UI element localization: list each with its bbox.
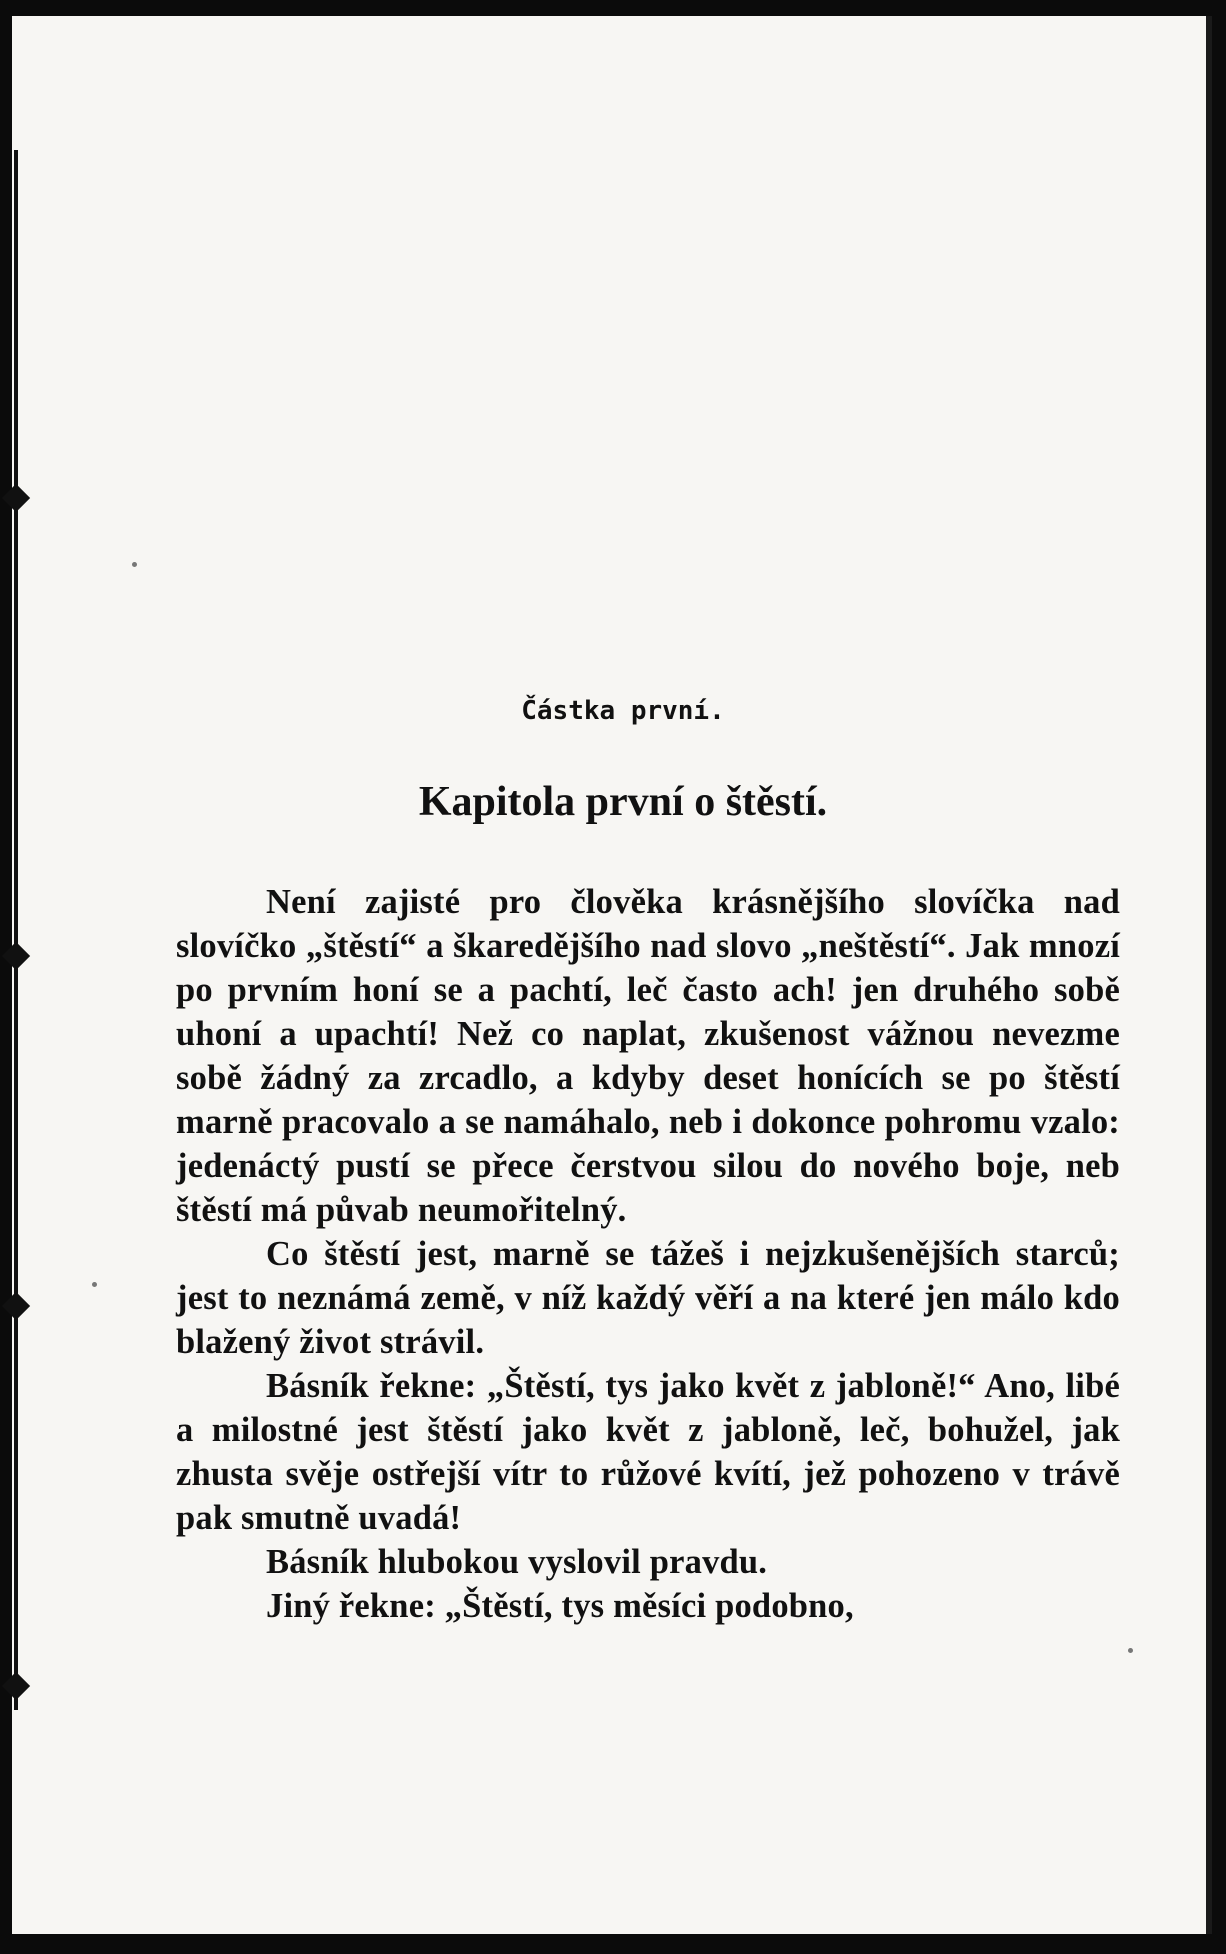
section-heading: Částka první. — [521, 696, 725, 726]
paper-speck — [92, 1282, 97, 1287]
paper-speck — [132, 562, 137, 567]
paper-speck — [1128, 1648, 1133, 1653]
body-text — [176, 880, 1120, 1628]
paragraph: Není zajisté pro člověka krásnějšího slovíčka nad slovíčko „štěstí“ a škaredějšího nad slovo „neštěstí“. Jak mnozí po prvním honí se a pachtí, leč často ach! jen druhého sobě uhoní a upachtí! Než co naplat, zkušenost vážnou nevezme sobě žádný za zrcadlo, a kdyby deset honících se po štěstí marně pracovalo a se namáhalo, neb i dokonce pohromu vzalo: jedenáctý pustí se přece čerstvou silou do nového boje, neb štěstí má půvab neumořitelný. — [176, 883, 1120, 1229]
paragraph: Co štěstí jest, marně se tážeš i nejzkušenějších starců; jest to neznámá země, v níž každý věří a na které jen málo kdo blažený život strávil. — [176, 1235, 1120, 1361]
chapter-title: Kapitola první o štěstí. — [418, 779, 828, 825]
paragraph: Jiný řekne: „Štěstí, tys měsíci podobno, — [266, 1587, 854, 1625]
paragraph: Básník hlubokou vyslovil pravdu. — [266, 1543, 768, 1581]
binding-spine — [14, 150, 18, 1710]
paragraph: Básník řekne: „Štěstí, tys jako květ z jabloně!“ Ano, libé a milostné jest štěstí jako květ z jabloně, leč, bohužel, jak zhusta svěje ostřejší vítr to růžové kvítí, jež pohozeno v trávě pak smutně uvadá! — [176, 1367, 1120, 1537]
page-right-edge — [1206, 16, 1212, 1934]
